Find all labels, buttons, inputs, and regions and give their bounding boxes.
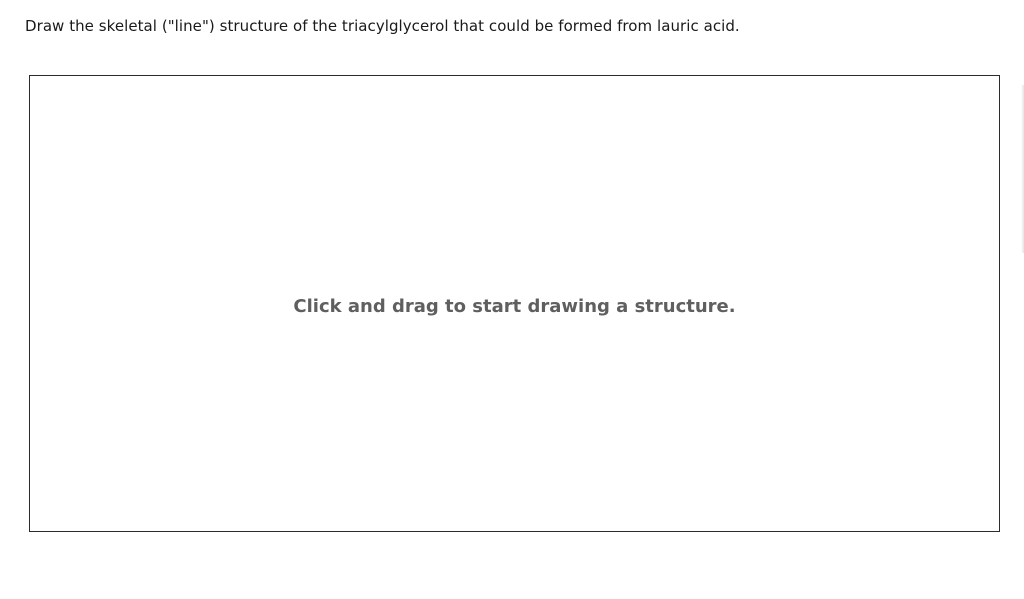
question-prompt: Draw the skeletal ("line") structure of the triacylglycerol that could be formed from lauric acid. [25,17,740,35]
structure-drawing-canvas[interactable] [29,75,1000,532]
drawing-hint: Click and drag to start drawing a structure. [293,296,736,317]
